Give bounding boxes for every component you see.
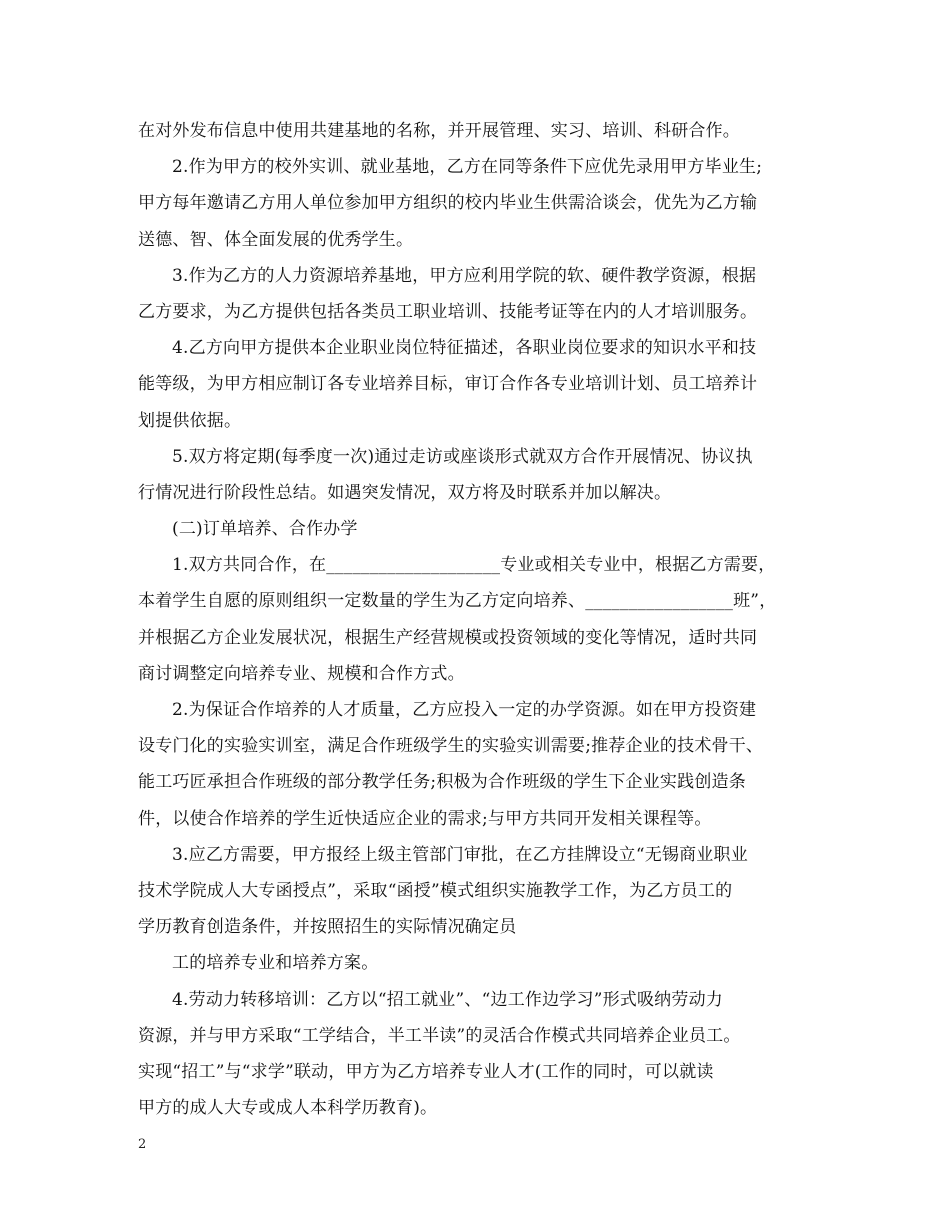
- text-line: 1.双方共同合作，在____________________专业或相关专业中，根据乙方需要，: [172, 555, 776, 576]
- text-line: 能工巧匠承担合作班级的部分教学任务;积极为合作班级的学生下企业实践创造条: [138, 772, 746, 793]
- text-line: 4.乙方向甲方提供本企业职业岗位特征描述，各职业岗位要求的知识水平和技: [172, 338, 757, 359]
- document-body: [138, 113, 828, 1126]
- text-line: (二)订单培养、合作办学: [172, 519, 358, 540]
- text-line: 本着学生自愿的原则组织一定数量的学生为乙方定向培养、_________________班”，: [138, 591, 777, 612]
- text-line: 件，以使合作培养的学生近快适应企业的需求;与甲方共同开发相关课程等。: [138, 808, 712, 829]
- text-line: 技术学院成人大专函授点”，采取“函授”模式组织实施教学工作，为乙方员工的: [138, 880, 733, 901]
- text-line: 并根据乙方企业发展状况，根据生产经营规模或投资领域的变化等情况，适时共同: [138, 627, 758, 648]
- text-line: 在对外发布信息中使用共建基地的名称，并开展管理、实习、培训、科研合作。: [138, 121, 740, 141]
- text-line: 工的培养专业和培养方案。: [172, 953, 379, 974]
- text-line: 2.作为甲方的校外实训、就业基地，乙方在同等条件下应优先录用甲方毕业生;: [172, 157, 763, 178]
- page-number: 2: [138, 1137, 147, 1152]
- text-line: 送德、智、体全面发展的优秀学生。: [138, 229, 414, 250]
- text-line: 设专门化的实验实训室，满足合作班级学生的实验实训需要;推荐企业的技术骨干、: [138, 736, 764, 757]
- text-line: 甲方每年邀请乙方用人单位参加甲方组织的校内毕业生供需洽谈会，优先为乙方输: [138, 193, 758, 214]
- text-line: 划提供依据。: [138, 410, 242, 431]
- text-line: 3.作为乙方的人力资源培养基地，甲方应利用学院的软、硬件教学资源，根据: [172, 265, 757, 286]
- text-line: 资源，并与甲方采取“工学结合，半工半读”的灵活合作模式共同培养企业员工。: [138, 1025, 741, 1046]
- text-line: 能等级，为甲方相应制订各专业培养目标，审订合作各专业培训计划、员工培养计: [138, 374, 758, 395]
- text-line: 3.应乙方需要，甲方报经上级主管部门审批，在乙方挂牌设立“无锡商业职业: [172, 844, 748, 865]
- text-line: 实现“招工”与“求学”联动，甲方为乙方培养专业人才(工作的同时，可以就读: [138, 1061, 714, 1082]
- text-line: 甲方的成人大专或成人本科学历教育)。: [138, 1098, 438, 1119]
- text-line: 2.为保证合作培养的人才质量，乙方应投入一定的办学资源。如在甲方投资建: [172, 700, 757, 720]
- text-line: 乙方要求，为乙方提供包括各类员工职业培训、技能考证等在内的人才培训服务。: [138, 301, 758, 322]
- text-line: 4.劳动力转移培训：乙方以“招工就业”、“边工作边学习”形式吸纳劳动力: [172, 989, 723, 1010]
- text-line: 5.双方将定期(每季度一次)通过走访或座谈形式就双方合作开展情况、协议执: [172, 446, 753, 467]
- text-line: 学历教育创造条件，并按照招生的实际情况确定员: [138, 917, 517, 938]
- text-line: 行情况进行阶段性总结。如遇突发情况，双方将及时联系并加以解决。: [138, 482, 672, 503]
- text-line: 商讨调整定向培养专业、规模和合作方式。: [138, 663, 465, 684]
